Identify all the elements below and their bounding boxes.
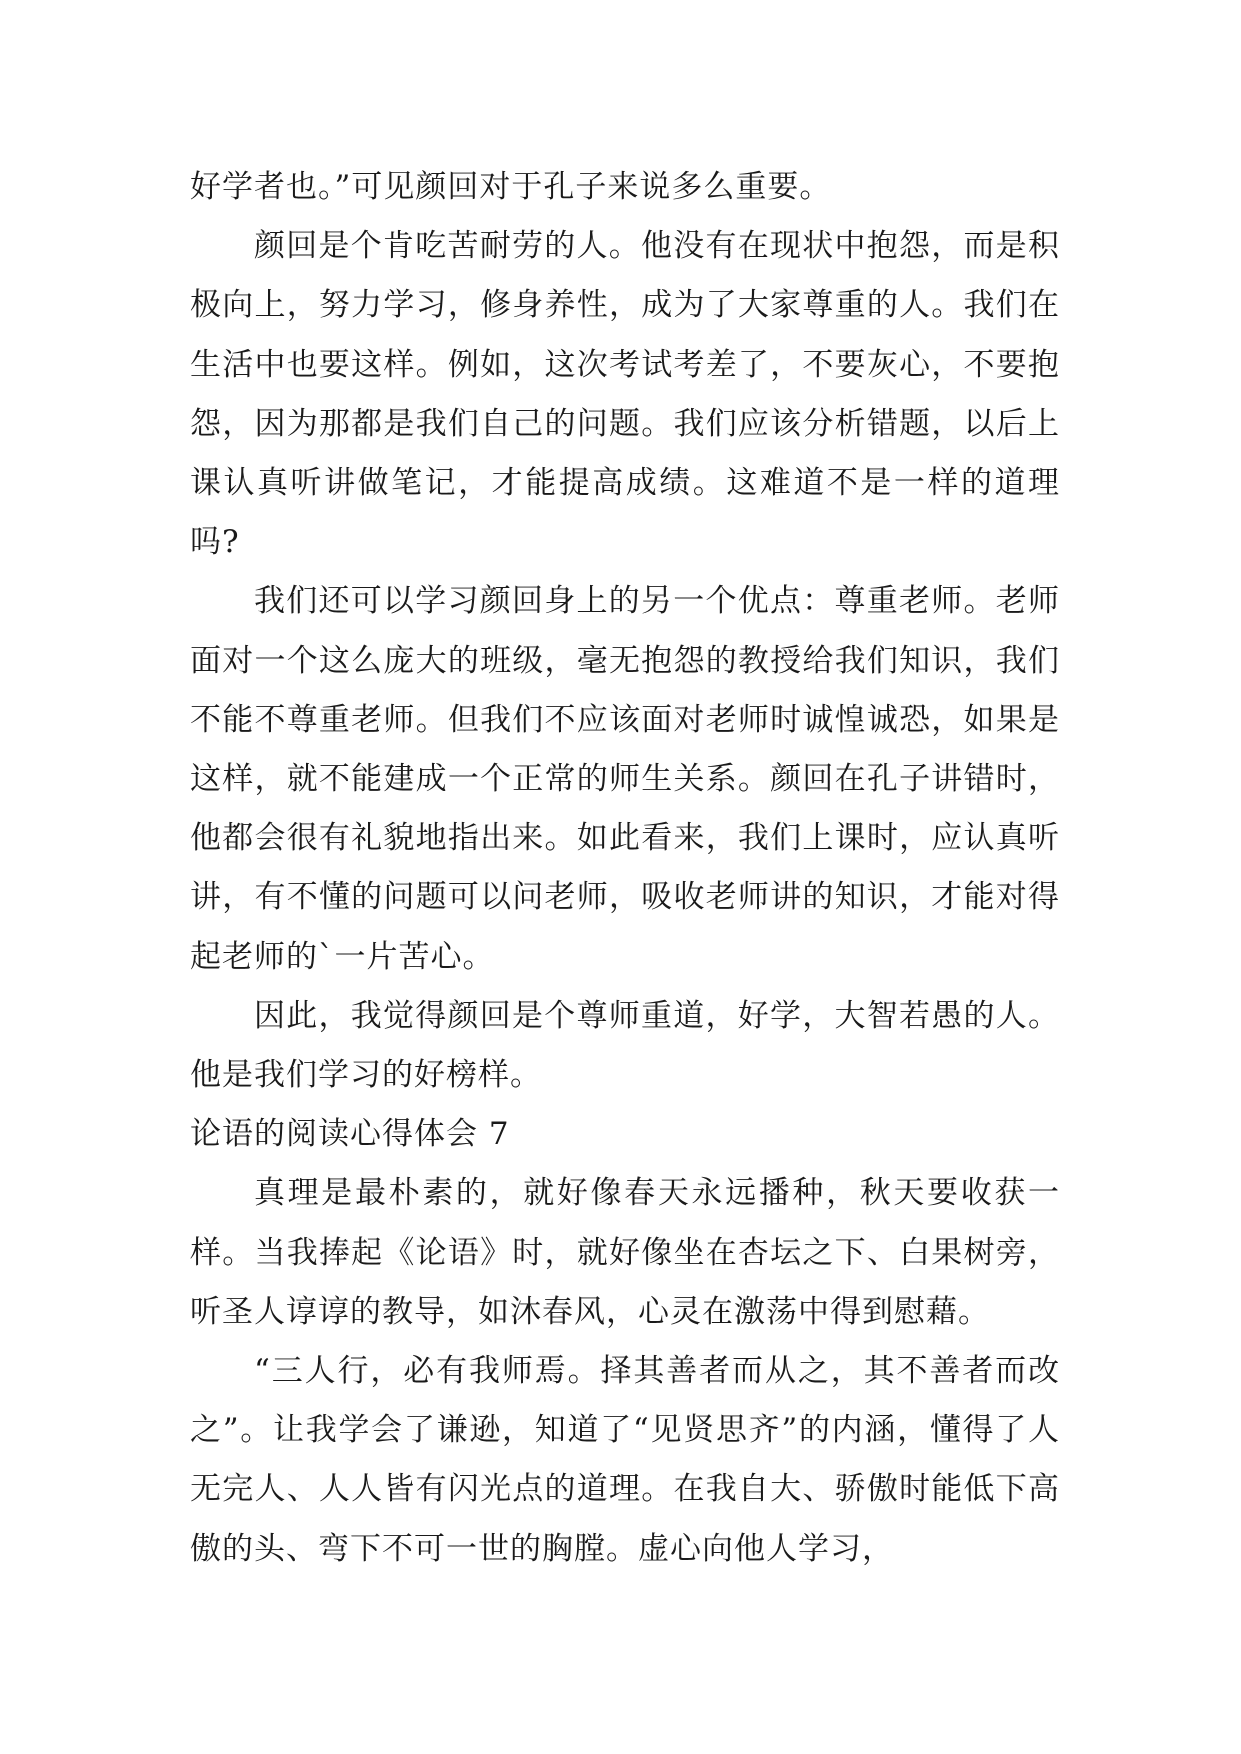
paragraph-continuation: 好学者也。”可见颜回对于孔子来说多么重要。 xyxy=(190,169,832,205)
paragraph: 真理是最朴素的，就好像春天永远播种，秋天要收获一样。当我捧起《论语》时，就好像坐在杏坛之下、白果树旁，听圣人谆谆的教导，如沐春风，心灵在激荡中得到慰藉。 xyxy=(190,1175,1060,1330)
paragraph: “三人行，必有我师焉。择其善者而从之，其不善者而改之”。让我学会了谦逊，知道了“见贤思齐”的内涵，懂得了人无完人、人人皆有闪光点的道理。在我自大、骄傲时能低下高傲的头、弯下不可一世的胸膛。虚心向他人学习， xyxy=(190,1353,1060,1567)
paragraph: 因此，我觉得颜回是个尊师重道，好学，大智若愚的人。他是我们学习的好榜样。 xyxy=(190,997,1060,1094)
paragraph: 颜回是个肯吃苦耐劳的人。他没有在现状中抱怨，而是积极向上，努力学习，修身养性，成为了大家尊重的人。我们在生活中也要这样。例如，这次考试考差了，不要灰心，不要抱怨，因为那都是我们自己的问题。我们应该分析错题，以后上课认真听讲做笔记，才能提高成绩。这难道不是一样的道理吗? xyxy=(190,228,1060,561)
section-title: 论语的阅读心得体会 7 xyxy=(190,1116,510,1153)
document-body xyxy=(190,158,1060,1579)
paragraph: 我们还可以学习颜回身上的另一个优点：尊重老师。老师面对一个这么庞大的班级，毫无抱怨的教授给我们知识，我们不能不尊重老师。但我们不应该面对老师时诚惶诚恐，如果是这样，就不能建成一个正常的师生关系。颜回在孔子讲错时，他都会很有礼貌地指出来。如此看来，我们上课时，应认真听讲，有不懂的问题可以问老师，吸收老师讲的知识，才能对得起老师的`一片苦心。 xyxy=(190,583,1060,975)
